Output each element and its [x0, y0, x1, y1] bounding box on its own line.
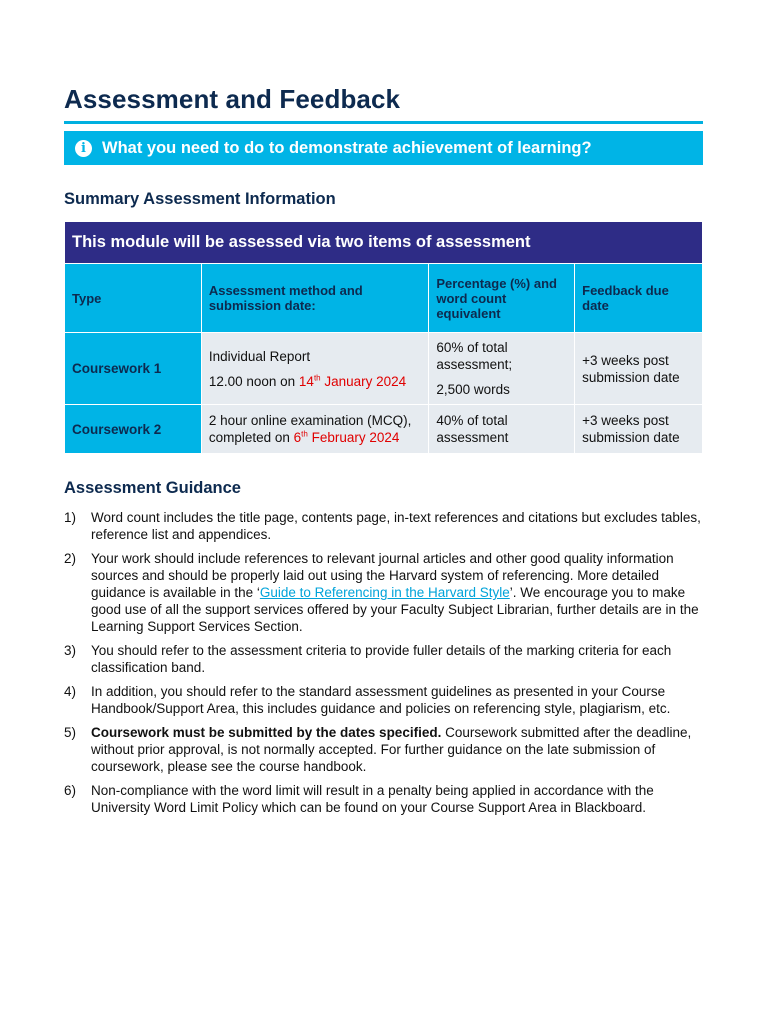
feedback-cell: +3 weeks post submission date: [575, 333, 703, 405]
list-item: 1) Word count includes the title page, contents page, in-text references and citations but excludes tables, reference list and appendices.: [64, 510, 701, 542]
table-row: [65, 405, 703, 454]
list-item: 4) In addition, you should refer to the standard assessment guidelines as presented in your Course Handbook/Support Area, this includes guidance and policies on referencing style, plagiarism, etc.: [64, 684, 671, 716]
list-item: 6) Non-compliance with the word limit will result in a penalty being applied in accordance with the University Word Limit Policy which can be found on your Course Support Area in Blackboard.: [64, 783, 654, 815]
type-cell: Coursework 2: [65, 405, 202, 454]
submission-date: 12.00 noon on 14th January 2024: [208, 373, 407, 389]
guidance-heading: Assessment Guidance: [64, 479, 241, 497]
header-type: Type: [65, 264, 202, 333]
summary-heading: Summary Assessment Information: [64, 190, 336, 208]
list-item: 3) You should refer to the assessment criteria to provide fuller details of the marking criteria for each classification band.: [64, 643, 672, 675]
deadline-emphasis: Coursework must be submitted by the dates specified.: [91, 725, 442, 740]
assessment-table: [64, 221, 703, 454]
method-cell: [201, 333, 429, 405]
method-line: 2 hour online examination (MCQ),: [208, 413, 412, 428]
header-percentage: Percentage (%) and word count equivalent: [429, 264, 575, 333]
info-banner: [64, 131, 703, 165]
header-method: Assessment method and submission date:: [201, 264, 429, 333]
method-cell: [201, 405, 429, 454]
type-cell: Coursework 1: [65, 333, 202, 405]
percentage-line: 60% of total assessment;: [436, 340, 513, 372]
table-row: [65, 333, 703, 405]
percentage-cell: [429, 333, 575, 405]
list-item: 5) Coursework must be submitted by the dates specified. Coursework submitted after the deadline, without prior approval, is not normally accepted. For further guidance on the late submission of coursework, please see the course handbook.: [64, 725, 692, 774]
percentage-cell: 40% of total assessment: [429, 405, 575, 454]
feedback-cell: +3 weeks post submission date: [575, 405, 703, 454]
banner-text: What you need to do to demonstrate achievement of learning?: [102, 138, 592, 157]
method-line: Individual Report: [208, 348, 311, 364]
header-feedback: Feedback due date: [575, 264, 703, 333]
info-icon: i: [75, 140, 92, 157]
page-title: Assessment and Feedback: [64, 84, 401, 114]
submission-date: completed on 6th February 2024: [208, 429, 400, 445]
list-item: 2) Your work should include references to relevant journal articles and other good quality information sources and should be properly laid out using the Harvard system of referencing. More detailed guidance is available in the ‘Guide to Referencing in the Harvard Style’. We encourage you to make good use of all the support services offered by your Faculty Subject Librarian, further details are in the Learning Support Services Section.: [64, 551, 699, 634]
guidance-list: [64, 509, 703, 823]
table-caption: This module will be assessed via two items of assessment: [65, 222, 703, 264]
title-underline: [64, 121, 703, 124]
harvard-guide-link[interactable]: Guide to Referencing in the Harvard Style: [259, 585, 510, 600]
word-count: 2,500 words: [436, 382, 510, 397]
